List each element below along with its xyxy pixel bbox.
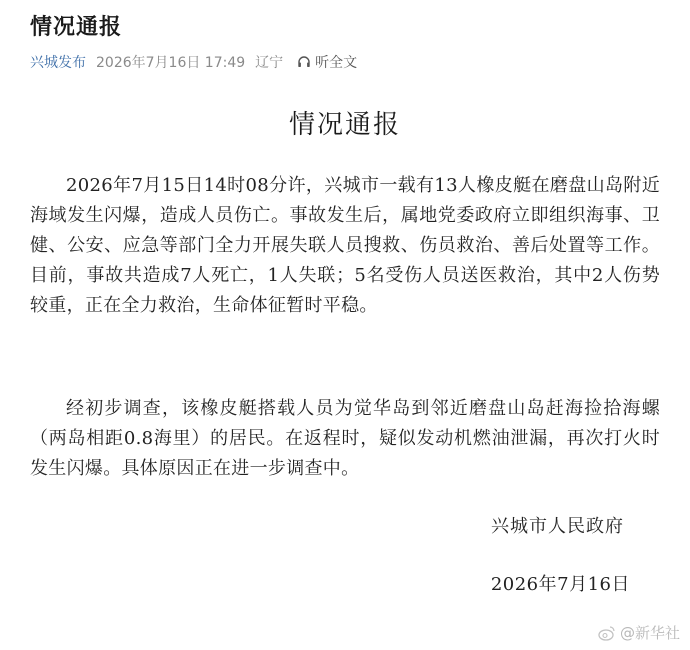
- page-title: 情况通报: [30, 15, 123, 40]
- publish-location: 辽宁: [255, 55, 284, 71]
- issuer-signature: 兴城市人民政府: [491, 516, 624, 537]
- listen-full-text-button[interactable]: [297, 52, 357, 72]
- listen-label: 听全文: [315, 55, 358, 71]
- watermark-text: @新华社: [619, 624, 680, 642]
- issue-date: 2026年7月16日: [490, 574, 630, 595]
- article-meta: [30, 52, 357, 72]
- source-link[interactable]: 兴城发布: [30, 55, 86, 71]
- notice-paragraph-2: 经初步调查，该橡皮艇搭载人员为觉华岛到邻近磨盘山岛赶海捡拾海螺（两岛相距0.8海里）的居民。在返程时，疑似发动机燃油泄漏，再次打火时发生闪爆。具体原因正在进一步调查中。: [30, 398, 660, 479]
- notice-title: 情况通报: [288, 110, 401, 140]
- weibo-logo-icon: [598, 625, 616, 641]
- headphones-icon: [297, 55, 311, 69]
- notice-paragraph-1: 2026年7月15日14时08分许，兴城市一载有13人橡皮艇在磨盘山岛附近海域发生闪爆，造成人员伤亡。事故发生后，属地党委政府立即组织海事、卫健、公安、应急等部门全力开展失联人员搜救、伤员救治、善后处置等工作。目前，事故共造成7人死亡，1人失联；5名受伤人员送医救治，其中2人伤势较重，正在全力救治，生命体征暂时平稳。: [30, 175, 660, 316]
- publish-datetime: 2026年7月16日 17:49: [96, 55, 246, 71]
- watermark: [598, 622, 680, 643]
